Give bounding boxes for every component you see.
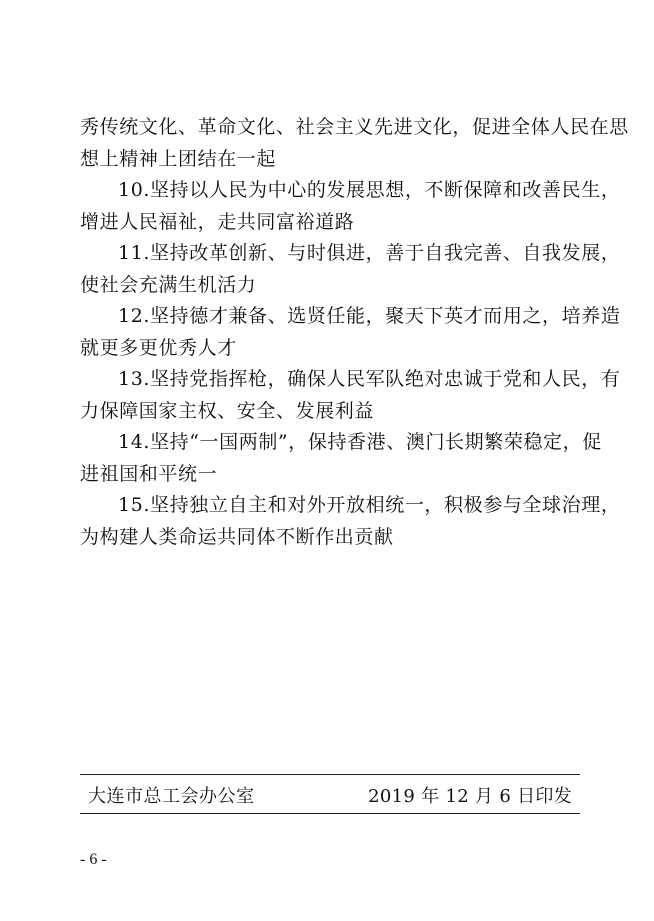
paragraph-item-15 xyxy=(80,490,621,553)
paragraph-line: 增进人民福祉，走共同富裕道路 xyxy=(80,210,355,233)
paragraph-line: 14.坚持“一国两制”，保持香港、澳门长期繁荣稳定，促 xyxy=(118,431,602,453)
paragraph-line: 力保障国家主权、安全、发展利益 xyxy=(80,399,375,422)
paragraph-line: 秀传统文化、革命文化、社会主义先进文化，促进全体人民在思 xyxy=(80,116,629,138)
paragraph-line: 11.坚持改革创新、与时俱进，善于自我完善、自我发展， xyxy=(118,242,621,264)
paragraph-item-13 xyxy=(80,364,621,427)
issuer-name: 大连市总工会办公室 xyxy=(88,786,255,807)
paragraph-line: 使社会充满生机活力 xyxy=(80,273,257,296)
paragraph-item-14 xyxy=(80,427,602,490)
document-body xyxy=(80,112,629,553)
paragraph-line: 13.坚持党指挥枪，确保人民军队绝对忠诚于党和人民，有 xyxy=(118,368,621,390)
paragraph-line: 15.坚持独立自主和对外开放相统一，积极参与全球治理， xyxy=(118,494,621,516)
paragraph-line: 10.坚持以人民为中心的发展思想，不断保障和改善民生， xyxy=(118,179,621,201)
paragraph-line: 12.坚持德才兼备、选贤任能，聚天下英才而用之，培养造 xyxy=(118,305,621,327)
paragraph-item-10 xyxy=(80,175,621,238)
issue-date: 2019 年 12 月 6 日印发 xyxy=(368,786,572,807)
paragraph-continuation xyxy=(80,112,629,175)
issuance-footer xyxy=(80,774,580,814)
page-number: - 6 - xyxy=(80,851,107,868)
paragraph-line: 进祖国和平统一 xyxy=(80,462,218,485)
paragraph-line: 就更多更优秀人才 xyxy=(80,336,237,359)
paragraph-line: 想上精神上团结在一起 xyxy=(80,147,277,170)
paragraph-line: 为构建人类命运共同体不断作出贡献 xyxy=(80,525,394,548)
paragraph-item-12 xyxy=(80,301,621,364)
paragraph-item-11 xyxy=(80,238,621,301)
